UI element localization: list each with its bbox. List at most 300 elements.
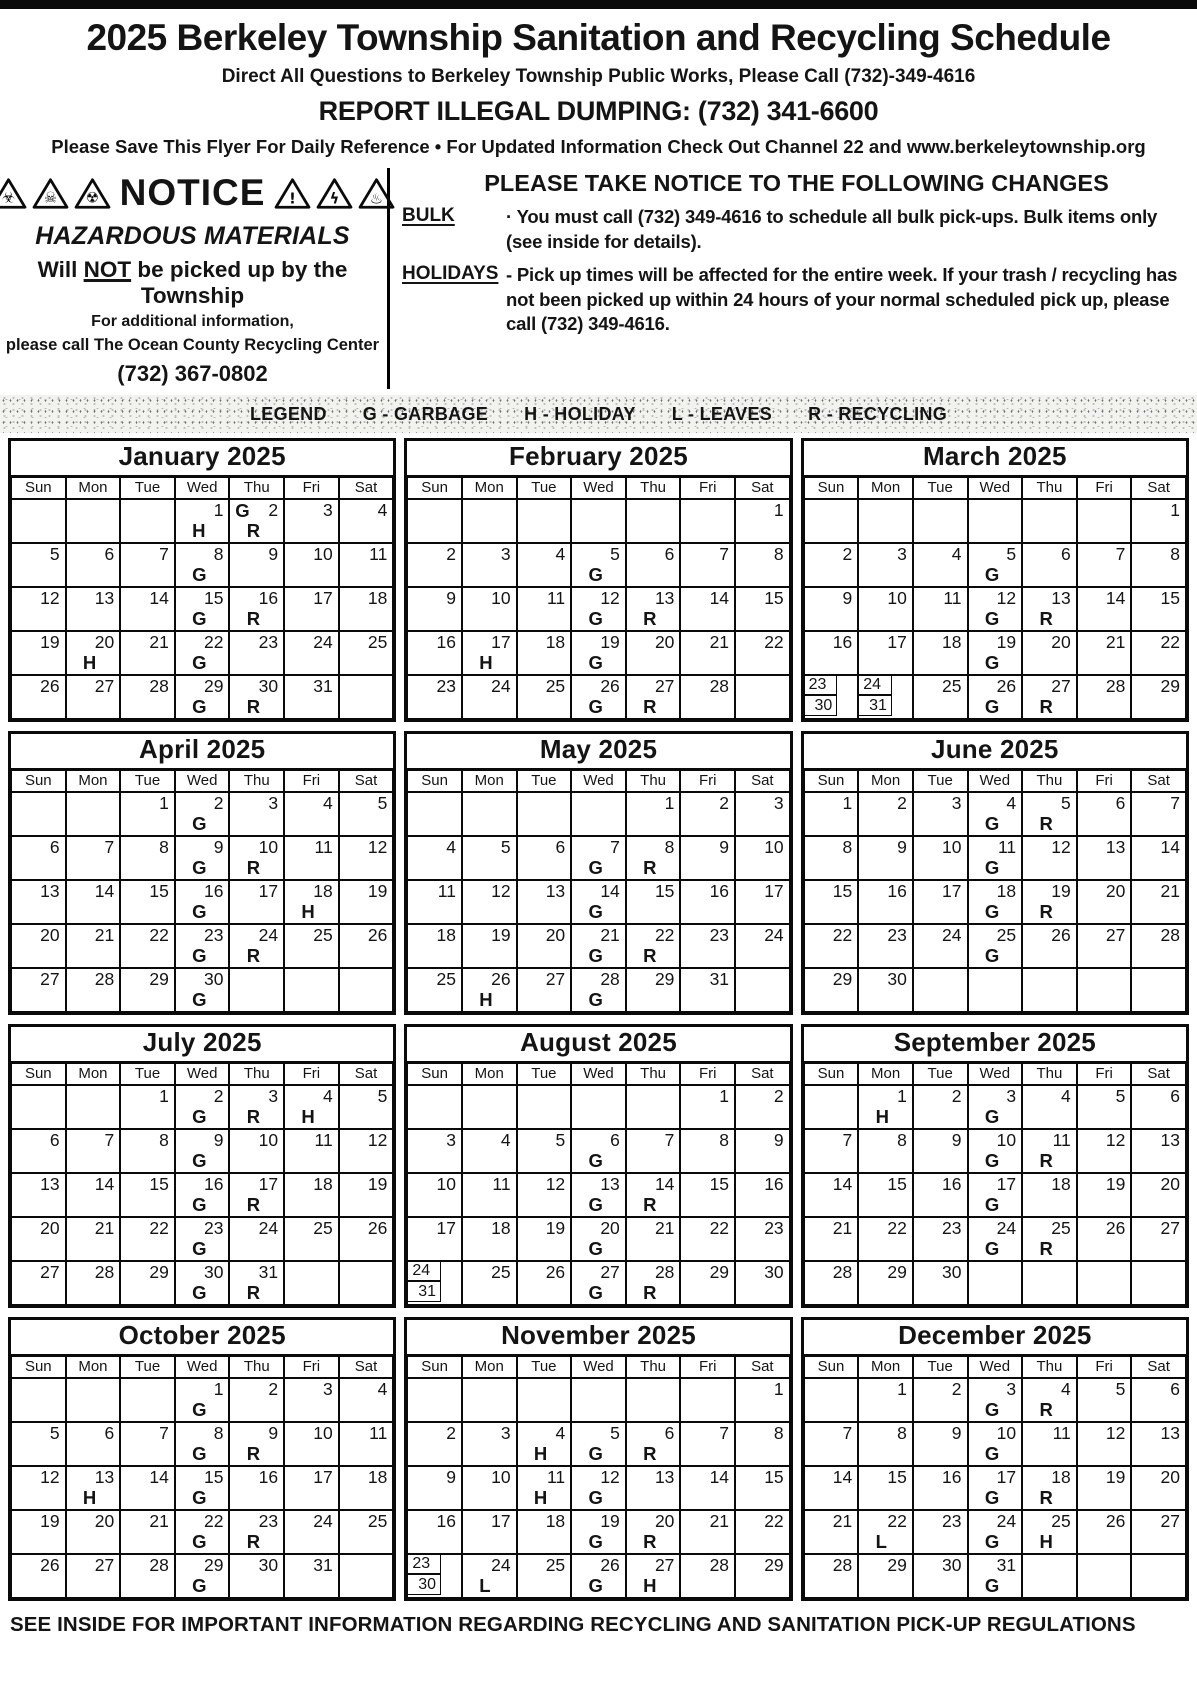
weekday-header: Thu (229, 770, 284, 792)
day-number: 30 (258, 1555, 279, 1575)
day-cell (175, 1422, 230, 1466)
day-cell (1022, 792, 1077, 836)
month-title: November 2025 (407, 1320, 789, 1356)
day-cell (968, 1129, 1023, 1173)
weekday-header: Thu (626, 770, 681, 792)
day-cell (66, 836, 121, 880)
day-number: 19 (367, 881, 388, 901)
day-cell (680, 792, 735, 836)
day-cell (11, 543, 66, 587)
empty-day-cell (11, 1085, 66, 1129)
save-flyer-line: Please Save This Flyer For Daily Reference • For Updated Information Check Out Channel 22 and www.berkeleytownship.org (51, 136, 1146, 157)
day-cell (804, 1554, 859, 1598)
day-number: 18 (367, 1467, 388, 1487)
week-row (804, 543, 1186, 587)
day-cell (462, 543, 517, 587)
recycling-center-line: please call The Ocean County Recycling Center (5, 336, 380, 354)
day-cell (735, 587, 790, 631)
day-cell (66, 880, 121, 924)
month-title: February 2025 (407, 441, 789, 477)
day-cell (626, 587, 681, 631)
day-number: 22 (832, 925, 853, 945)
day-cell (66, 587, 121, 631)
day-number: 5 (1115, 1086, 1126, 1106)
day-cell (339, 587, 394, 631)
day-number: 3 (500, 544, 511, 564)
day-cell (913, 1085, 968, 1129)
recycling-marker: R (643, 1281, 657, 1303)
day-number: 28 (149, 1555, 169, 1575)
page-title: 2025 Berkeley Township Sanitation and Recycling Schedule (86, 17, 1111, 58)
week-row (407, 792, 789, 836)
day-cell (284, 1217, 339, 1261)
week-row (407, 1129, 789, 1173)
day-cell (462, 1217, 517, 1261)
day-cell (735, 1466, 790, 1510)
day-number: 25 (313, 925, 333, 945)
day-number: 20 (1105, 881, 1126, 901)
day-number: 22 (654, 925, 675, 945)
day-cell (517, 1554, 572, 1598)
day-number: 19 (40, 632, 60, 652)
day-cell (11, 924, 66, 968)
day-cell (462, 1422, 517, 1466)
day-cell (1131, 924, 1186, 968)
day-cell (626, 1422, 681, 1466)
day-number: 16 (258, 1467, 279, 1487)
garbage-marker: G (192, 651, 207, 673)
day-number: 6 (664, 1423, 675, 1443)
day-cell (120, 543, 175, 587)
empty-day-cell (1131, 1554, 1186, 1598)
week-row (407, 1085, 789, 1129)
day-cell (407, 675, 462, 719)
garbage-marker: G (588, 1442, 603, 1464)
day-cell (284, 1422, 339, 1466)
weekday-header: Sun (11, 770, 66, 792)
empty-day-cell (571, 1378, 626, 1422)
day-number: 19 (1051, 881, 1071, 901)
day-cell (735, 499, 790, 543)
day-number: 7 (104, 837, 115, 857)
day-number: 8 (773, 1423, 784, 1443)
day-number: 12 (600, 588, 620, 608)
day-number: 28 (709, 1555, 730, 1575)
day-number: 8 (1170, 544, 1180, 564)
day-cell (66, 1510, 121, 1554)
day-number: 13 (94, 588, 115, 608)
day-number: 30 (204, 1262, 224, 1282)
day-cell (229, 631, 284, 675)
day-number: 31 (313, 1555, 333, 1575)
day-number: 18 (313, 1174, 333, 1194)
empty-day-cell (968, 1261, 1023, 1305)
day-cell (680, 631, 735, 675)
day-cell (1077, 1378, 1132, 1422)
day-number: 19 (40, 1511, 60, 1531)
day-cell (120, 924, 175, 968)
day-number: 20 (600, 1218, 620, 1238)
day-cell (1077, 1422, 1132, 1466)
day-cell (680, 924, 735, 968)
bulk-label: BULK (402, 205, 455, 226)
month-november-2025 (404, 1317, 792, 1601)
day-cell (735, 924, 790, 968)
day-number: 23 (258, 1511, 279, 1531)
month-title: September 2025 (804, 1027, 1186, 1063)
day-cell (913, 1217, 968, 1261)
garbage-marker: G (192, 563, 207, 585)
day-cell (120, 1422, 175, 1466)
recycling-marker: R (246, 1530, 261, 1552)
garbage-marker: G (984, 1237, 1000, 1259)
day-cell (913, 836, 968, 880)
notice-heading: NOTICE (119, 172, 266, 213)
day-cell (913, 924, 968, 968)
day-cell (804, 1217, 859, 1261)
day-number: 18 (313, 881, 333, 901)
leaves-marker: L (479, 1574, 491, 1596)
day-number: 2 (446, 544, 456, 564)
day-cell (120, 1510, 175, 1554)
garbage-marker: G (984, 1574, 1000, 1596)
month-january-2025 (8, 438, 396, 722)
day-number: 9 (446, 1467, 456, 1487)
empty-day-cell (571, 1085, 626, 1129)
empty-day-cell (517, 1085, 572, 1129)
day-number: 13 (545, 881, 566, 901)
day-number: 24 (491, 1555, 511, 1575)
day-cell (11, 675, 66, 719)
day-number: 8 (664, 837, 675, 857)
day-number: 20 (1160, 1174, 1180, 1194)
day-cell (284, 587, 339, 631)
empty-day-cell (1022, 1554, 1077, 1598)
split-dates (804, 675, 838, 716)
day-number: 11 (369, 1423, 388, 1443)
weekday-header: Mon (462, 770, 517, 792)
day-number: 4 (951, 544, 962, 564)
day-number: 18 (942, 632, 962, 652)
day-number: 27 (654, 676, 675, 696)
day-cell (517, 1173, 572, 1217)
day-cell (968, 587, 1023, 631)
day-number: 1 (773, 1379, 784, 1399)
day-cell (11, 968, 66, 1012)
day-cell (284, 631, 339, 675)
week-row (804, 499, 1186, 543)
day-number: 13 (1105, 837, 1126, 857)
day-number: 14 (94, 1174, 115, 1194)
day-cell (680, 880, 735, 924)
day-number: 4 (1061, 1086, 1071, 1106)
legend-item-recycling: R - RECYCLING (808, 403, 948, 424)
day-number: 25 (367, 632, 388, 652)
day-cell (229, 792, 284, 836)
holiday-marker: H (875, 1105, 889, 1127)
day-cell (735, 792, 790, 836)
day-cell (571, 880, 626, 924)
day-cell (229, 1466, 284, 1510)
day-number: 6 (610, 1130, 620, 1150)
day-cell (968, 836, 1023, 880)
weekday-header: Mon (858, 1063, 913, 1085)
day-number: 16 (436, 1511, 456, 1531)
garbage-marker: G (192, 1530, 207, 1552)
day-number: 27 (94, 1555, 115, 1575)
week-row (407, 1422, 789, 1466)
day-cell (1077, 1466, 1132, 1510)
weekday-header-row (11, 1356, 393, 1378)
day-number: 24 (996, 1511, 1017, 1531)
day-cell (626, 1173, 681, 1217)
day-number: 14 (600, 881, 620, 901)
notice-heading-row (1, 172, 384, 214)
day-cell (284, 499, 339, 543)
day-number: 18 (1051, 1467, 1071, 1487)
day-cell (913, 1554, 968, 1598)
day-cell (858, 675, 913, 719)
changes-panel (390, 168, 1197, 389)
week-row (804, 675, 1186, 719)
day-cell (1022, 587, 1077, 631)
holiday-marker: H (643, 1574, 657, 1596)
day-cell (913, 543, 968, 587)
day-cell (120, 1129, 175, 1173)
empty-day-cell (680, 499, 735, 543)
day-cell (175, 880, 230, 924)
day-number: 31 (313, 676, 333, 696)
day-number: 10 (996, 1423, 1017, 1443)
day-cell (913, 1378, 968, 1422)
holiday-marker: H (82, 651, 97, 673)
weekday-header: Tue (517, 477, 572, 499)
svg-text:ϟ: ϟ (330, 190, 340, 208)
day-cell (175, 792, 230, 836)
day-cell (407, 1466, 462, 1510)
day-number: 24 (313, 632, 333, 652)
day-number: 21 (654, 1218, 675, 1238)
garbage-marker: G (192, 607, 207, 629)
day-cell (1131, 792, 1186, 836)
garbage-marker: G (192, 1237, 207, 1259)
day-number: 29 (1160, 676, 1180, 696)
recycling-marker: R (1039, 812, 1053, 834)
day-cell (1022, 1422, 1077, 1466)
day-cell (120, 631, 175, 675)
weekday-header: Fri (1077, 770, 1132, 792)
day-number: 30 (887, 969, 907, 989)
day-number: 7 (104, 1130, 115, 1150)
day-cell (735, 1554, 790, 1598)
month-august-2025 (404, 1024, 792, 1308)
day-cell (11, 1422, 66, 1466)
day-cell (913, 1466, 968, 1510)
day-number: 17 (764, 881, 784, 901)
day-cell (968, 1085, 1023, 1129)
weekday-header: Wed (968, 477, 1023, 499)
weekday-header: Fri (1077, 1356, 1132, 1378)
day-cell (175, 1466, 230, 1510)
day-cell (284, 924, 339, 968)
day-cell (913, 587, 968, 631)
weekday-header: Sat (339, 477, 394, 499)
footer-note: SEE INSIDE FOR IMPORTANT INFORMATION REGARDING RECYCLING AND SANITATION PICK-UP REGULATIONS (10, 1613, 1136, 1636)
empty-day-cell (735, 675, 790, 719)
weekday-header: Wed (175, 1063, 230, 1085)
holidays-text: - Pick up times will be affected for the entire week. If your trash / recycling has not been picked up within 24 hours of your normal scheduled pick up, please call (732) 349-4616. (506, 264, 1178, 335)
day-cell (407, 1422, 462, 1466)
day-cell (175, 1261, 230, 1305)
day-cell (571, 543, 626, 587)
day-number: 18 (996, 881, 1017, 901)
weekday-header: Sat (339, 1356, 394, 1378)
day-number: 16 (258, 588, 279, 608)
day-number: 24 (313, 1511, 333, 1531)
day-number: 4 (1006, 793, 1017, 813)
hazardous-materials-title: HAZARDOUS MATERIALS (35, 222, 350, 250)
day-cell (339, 631, 394, 675)
day-cell (858, 1173, 913, 1217)
day-cell (66, 675, 121, 719)
day-number: 8 (842, 837, 853, 857)
day-number: 30 (942, 1555, 962, 1575)
day-number: 13 (1160, 1423, 1180, 1443)
day-number: 10 (491, 588, 511, 608)
day-number: 7 (159, 544, 169, 564)
day-number: 26 (367, 925, 388, 945)
week-row (11, 499, 393, 543)
weekday-header: Fri (284, 1356, 339, 1378)
day-cell (680, 543, 735, 587)
day-number: 19 (1105, 1467, 1126, 1487)
day-number: 18 (367, 588, 388, 608)
day-number: 16 (204, 1174, 224, 1194)
day-number: 17 (491, 1511, 511, 1531)
day-cell (175, 1129, 230, 1173)
day-cell (858, 1510, 913, 1554)
weekday-header: Thu (229, 477, 284, 499)
month-title: October 2025 (11, 1320, 393, 1356)
empty-day-cell (284, 1261, 339, 1305)
day-cell (735, 1173, 790, 1217)
week-row (804, 1173, 1186, 1217)
empty-day-cell (120, 499, 175, 543)
garbage-marker: G (192, 1281, 207, 1303)
empty-day-cell (407, 499, 462, 543)
day-cell (1131, 631, 1186, 675)
day-cell (517, 675, 572, 719)
weekday-header: Mon (462, 477, 517, 499)
day-number: 17 (313, 1467, 333, 1487)
day-cell (66, 1173, 121, 1217)
day-cell (735, 836, 790, 880)
weekday-header: Mon (462, 1063, 517, 1085)
day-cell (680, 1261, 735, 1305)
day-number: 30 (942, 1262, 962, 1282)
day-number: 15 (149, 1174, 169, 1194)
day-number: 7 (1170, 793, 1180, 813)
weekday-header: Thu (626, 1356, 681, 1378)
day-number: 11 (492, 1174, 511, 1194)
day-cell (1131, 1217, 1186, 1261)
empty-day-cell (804, 1378, 859, 1422)
day-number: 2 (213, 793, 224, 813)
day-cell (120, 968, 175, 1012)
weekday-header: Tue (517, 1356, 572, 1378)
month-may-2025 (404, 731, 792, 1015)
recycling-marker: R (1039, 900, 1053, 922)
day-cell (1077, 1129, 1132, 1173)
day-number: 7 (719, 544, 730, 564)
week-row (407, 1554, 789, 1598)
day-cell (462, 1554, 517, 1598)
day-cell (1131, 1422, 1186, 1466)
day-cell (858, 1378, 913, 1422)
week-row (804, 1554, 1186, 1598)
empty-day-cell (229, 968, 284, 1012)
day-number: 7 (842, 1423, 853, 1443)
day-number: 16 (832, 632, 853, 652)
weekday-header: Tue (913, 1356, 968, 1378)
day-number: 21 (149, 1511, 169, 1531)
garbage-marker: G (984, 856, 1000, 878)
day-number: 11 (1052, 1130, 1071, 1150)
weekday-header-row (407, 1356, 789, 1378)
empty-day-cell (626, 1378, 681, 1422)
day-number: 4 (377, 500, 388, 520)
day-number: 11 (369, 544, 388, 564)
day-cell (284, 1466, 339, 1510)
day-number: 30 (804, 696, 838, 716)
week-row (11, 675, 393, 719)
day-cell (66, 1466, 121, 1510)
day-cell (571, 675, 626, 719)
month-june-2025 (801, 731, 1189, 1015)
high-voltage-icon (316, 177, 353, 210)
day-cell (968, 675, 1023, 719)
day-number: 17 (942, 881, 962, 901)
day-number: 31 (407, 1282, 441, 1302)
garbage-marker: G (588, 695, 603, 717)
day-number: 9 (719, 837, 730, 857)
day-cell (626, 1129, 681, 1173)
garbage-marker: G (588, 651, 603, 673)
day-cell (175, 1510, 230, 1554)
day-number: 1 (213, 1379, 224, 1399)
svg-text:!: ! (289, 190, 297, 208)
weekday-header: Wed (968, 1063, 1023, 1085)
garbage-marker: G (588, 563, 603, 585)
day-number: 30 (258, 676, 279, 696)
day-cell (407, 1173, 462, 1217)
garbage-marker: G (192, 856, 207, 878)
day-number: 29 (832, 969, 853, 989)
empty-day-cell (462, 1085, 517, 1129)
day-cell (858, 543, 913, 587)
weekday-header: Mon (858, 1356, 913, 1378)
weekday-header: Tue (120, 770, 175, 792)
svg-text:☠: ☠ (43, 189, 57, 207)
garbage-marker: G (588, 1149, 603, 1171)
weekday-header: Thu (1022, 1356, 1077, 1378)
day-cell (858, 924, 913, 968)
day-number: 11 (547, 1467, 566, 1487)
day-cell (735, 1085, 790, 1129)
day-number: 27 (545, 969, 566, 989)
day-number: 7 (842, 1130, 853, 1150)
day-number: 6 (664, 544, 675, 564)
